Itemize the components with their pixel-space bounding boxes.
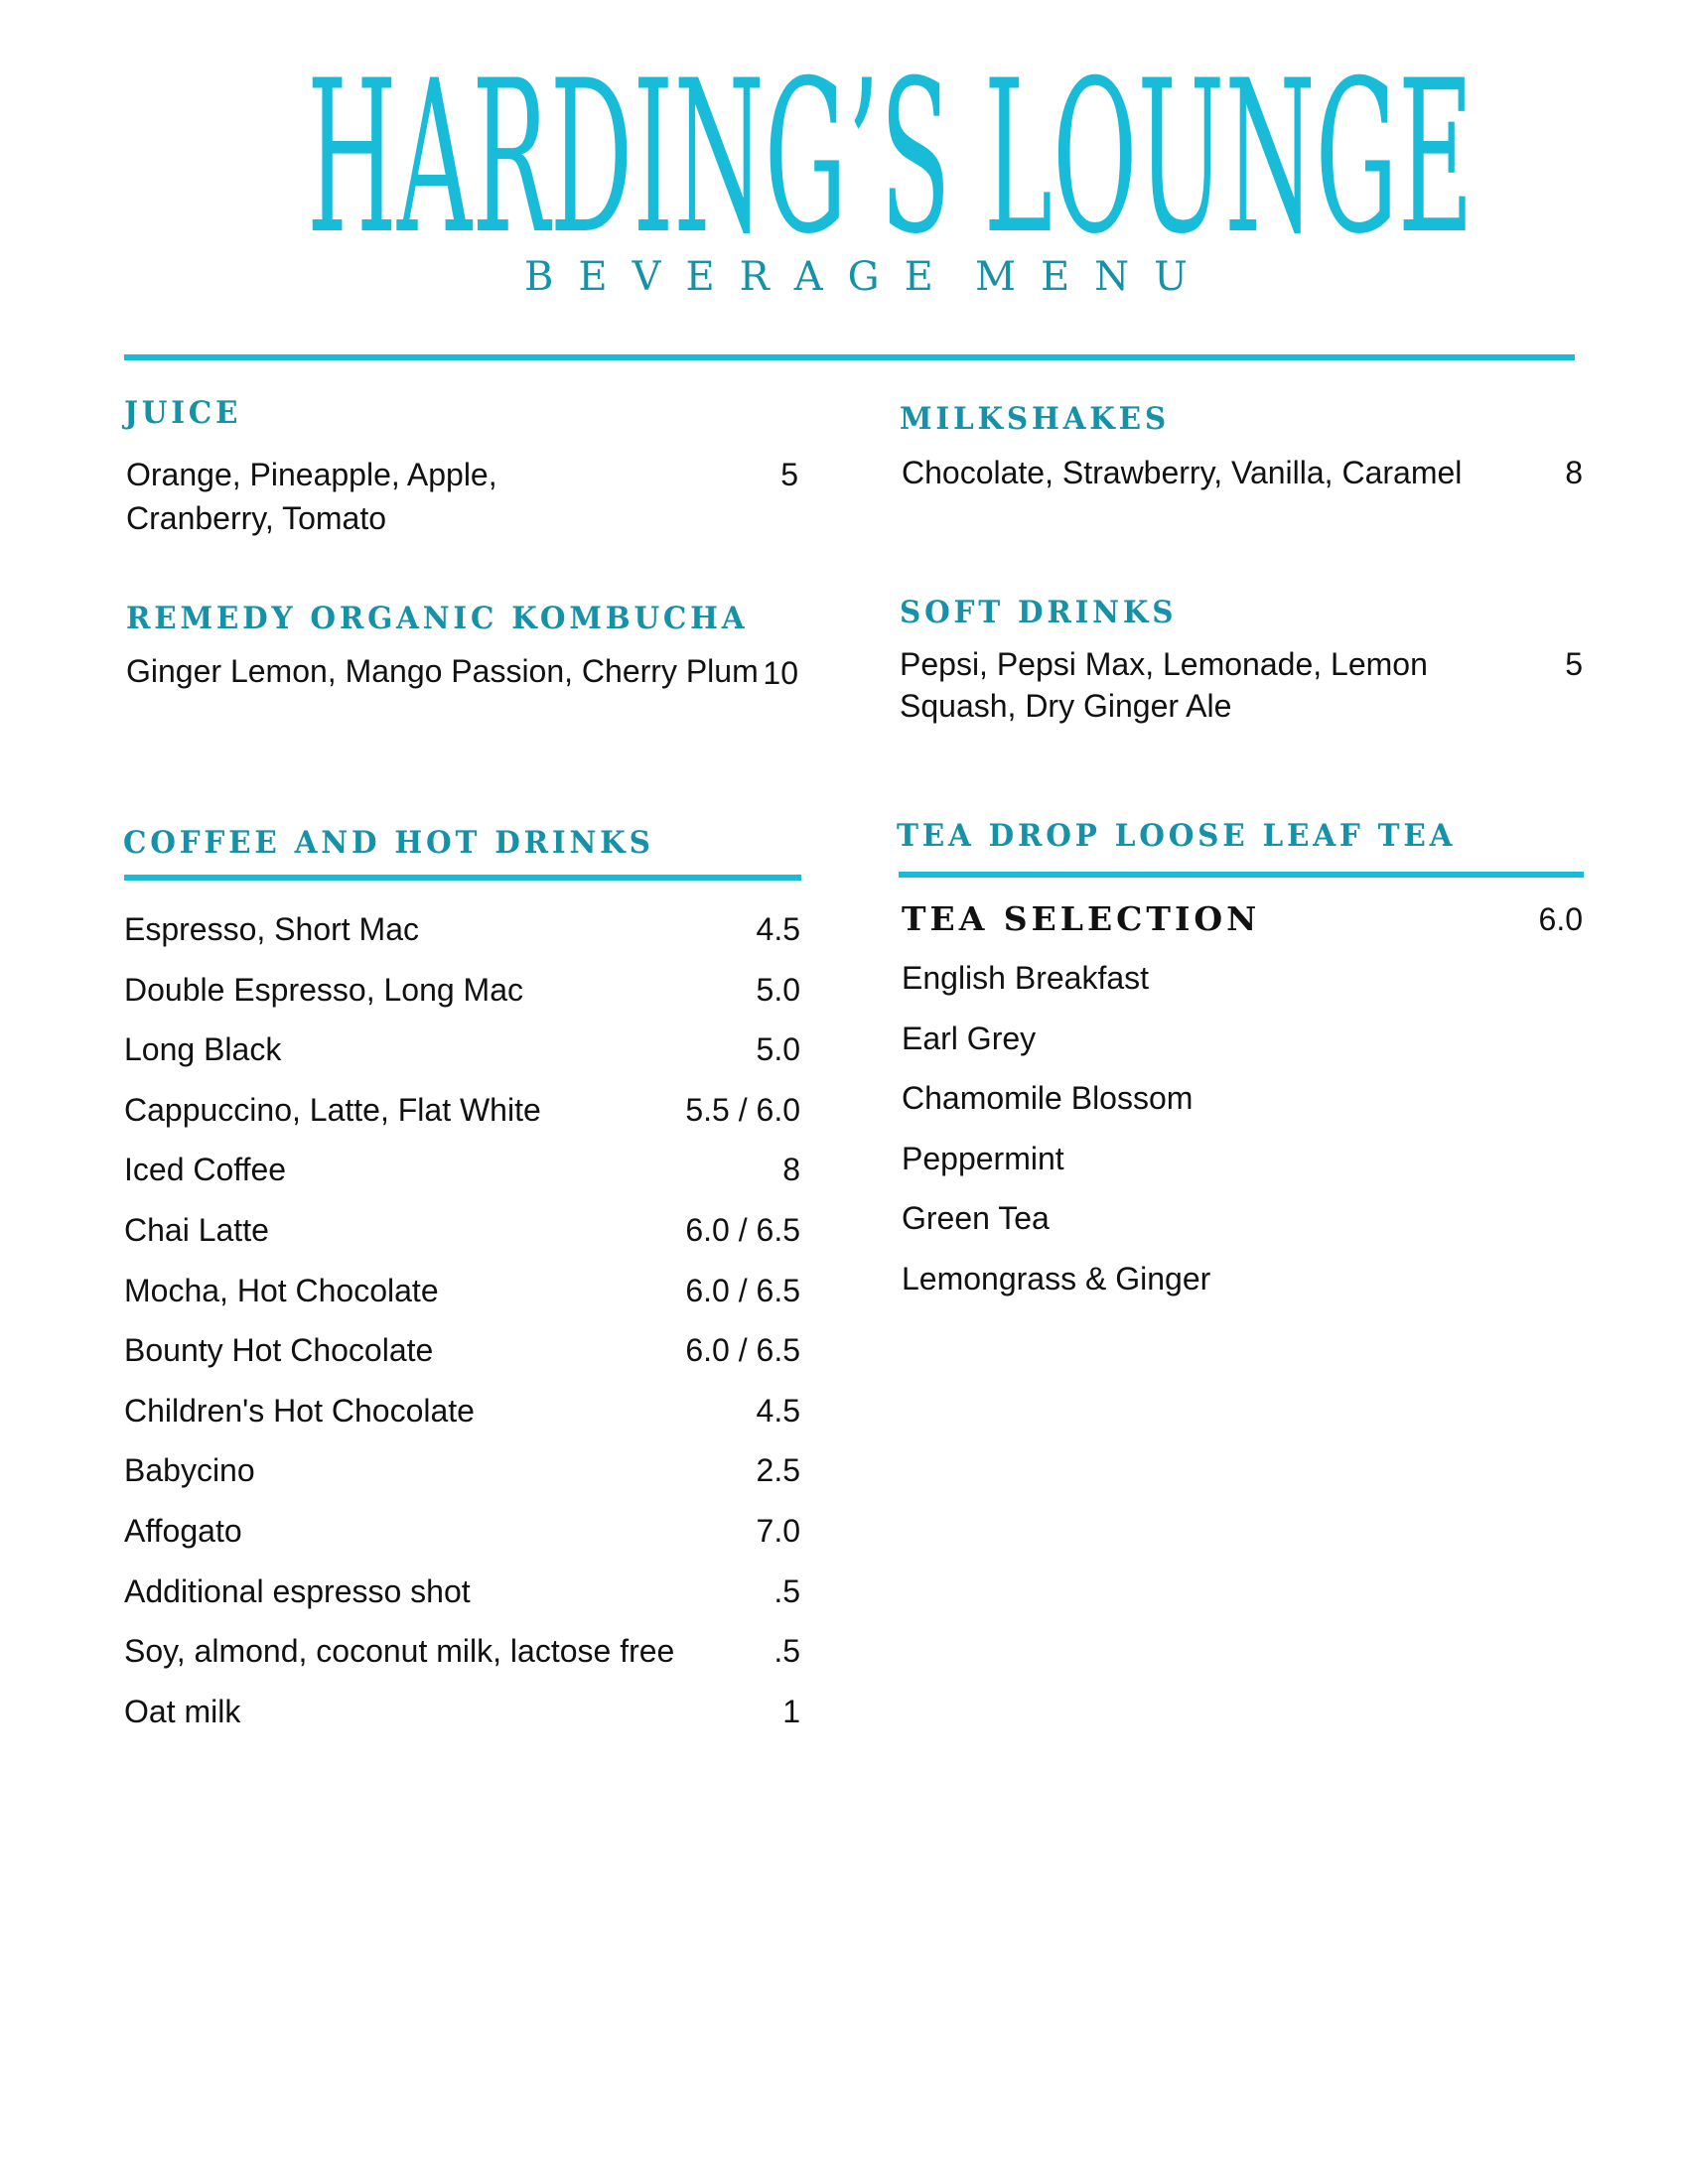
header-divider xyxy=(124,354,1575,360)
coffee-item-price: 5.0 xyxy=(756,1031,800,1068)
coffee-item-price: 5.5 / 6.0 xyxy=(685,1091,800,1128)
coffee-item-name: Additional espresso shot xyxy=(124,1572,471,1609)
coffee-item-price: 6.0 / 6.5 xyxy=(685,1212,800,1248)
coffee-divider xyxy=(124,875,801,881)
coffee-item-name: Soy, almond, coconut milk, lactose free xyxy=(124,1633,675,1670)
milkshakes-price: 8 xyxy=(1565,455,1583,490)
tea-divider xyxy=(899,872,1584,878)
coffee-item-name: Cappuccino, Latte, Flat White xyxy=(124,1091,541,1128)
coffee-heading: COFFEE AND HOT DRINKS xyxy=(123,825,654,861)
coffee-item-name: Bounty Hot Chocolate xyxy=(124,1332,434,1369)
tea-item: Lemongrass & Ginger xyxy=(902,1261,1211,1297)
soft-drinks-price: 5 xyxy=(1565,646,1583,682)
tea-selection-price: 6.0 xyxy=(1538,901,1583,937)
coffee-item-price: 4.5 xyxy=(756,911,800,947)
kombucha-price: 10 xyxy=(763,655,798,691)
coffee-item-price: 5.0 xyxy=(756,971,800,1008)
coffee-item-price: 8 xyxy=(782,1152,800,1188)
coffee-item-name: Chai Latte xyxy=(124,1212,269,1248)
coffee-item-price: 2.5 xyxy=(756,1452,800,1489)
soft-drinks-item-line1: Pepsi, Pepsi Max, Lemonade, Lemon xyxy=(900,646,1428,682)
milkshakes-item: Chocolate, Strawberry, Vanilla, Caramel xyxy=(902,455,1463,490)
tea-item: Earl Grey xyxy=(902,1020,1037,1056)
subtitle-menu: MENU xyxy=(975,254,1212,300)
tea-heading: TEA DROP LOOSE LEAF TEA xyxy=(897,818,1457,854)
juice-item-line2: Cranberry, Tomato xyxy=(126,500,387,536)
coffee-item-price: 6.0 / 6.5 xyxy=(685,1272,800,1308)
juice-price: 5 xyxy=(780,457,798,492)
subtitle-beverage: BEVERAGE xyxy=(524,254,958,300)
coffee-item-name: Espresso, Short Mac xyxy=(124,911,419,947)
header-title-svg xyxy=(0,0,1688,258)
soft-drinks-heading: SOFT DRINKS xyxy=(900,595,1178,630)
juice-item-line1: Orange, Pineapple, Apple, xyxy=(126,457,497,492)
tea-item: Chamomile Blossom xyxy=(902,1080,1194,1117)
coffee-item-name: Double Espresso, Long Mac xyxy=(124,971,523,1008)
coffee-item-price: 6.0 / 6.5 xyxy=(685,1332,800,1369)
tea-item: Green Tea xyxy=(902,1200,1050,1237)
coffee-item-name: Iced Coffee xyxy=(124,1152,287,1188)
tea-item: Peppermint xyxy=(902,1140,1064,1176)
coffee-item-price: 4.5 xyxy=(756,1392,800,1429)
page-title: HARDING’S LOUNGE xyxy=(307,35,1474,258)
coffee-item-name: Long Black xyxy=(124,1031,282,1068)
soft-drinks-item-line2: Squash, Dry Ginger Ale xyxy=(900,688,1232,724)
coffee-item-price: 1 xyxy=(782,1693,800,1729)
coffee-item-name: Oat milk xyxy=(124,1693,241,1729)
tea-item: English Breakfast xyxy=(902,960,1150,996)
kombucha-item: Ginger Lemon, Mango Passion, Cherry Plum xyxy=(126,653,759,689)
tea-selection-label: TEA SELECTION xyxy=(902,899,1261,938)
juice-heading: JUICE xyxy=(124,395,242,431)
kombucha-heading: REMEDY ORGANIC KOMBUCHA xyxy=(126,601,749,636)
coffee-item-price: .5 xyxy=(774,1572,800,1609)
coffee-item-price: .5 xyxy=(774,1633,800,1670)
coffee-item-name: Babycino xyxy=(124,1452,255,1489)
coffee-item-price: 7.0 xyxy=(756,1513,800,1549)
coffee-item-name: Mocha, Hot Chocolate xyxy=(124,1272,439,1308)
coffee-item-name: Children's Hot Chocolate xyxy=(124,1392,475,1429)
milkshakes-heading: MILKSHAKES xyxy=(900,401,1170,437)
coffee-item-name: Affogato xyxy=(124,1513,242,1549)
